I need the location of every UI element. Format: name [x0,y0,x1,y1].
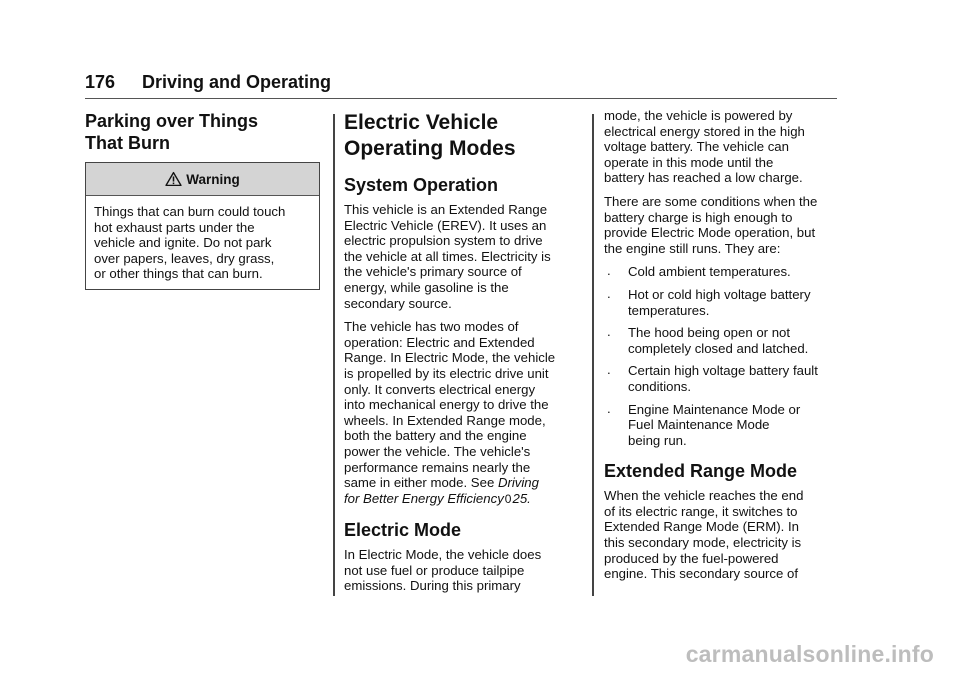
watermark: carmanualsonline.info [685,641,934,667]
warning-line: Things that can burn could touch [94,204,286,219]
conditions-list [604,264,840,448]
text-line: produced by the fuel-powered [604,550,779,566]
warning-line: vehicle and ignite. Do not park [94,235,272,251]
text-line [344,475,539,490]
text-line: Engine Maintenance Mode or [628,401,801,417]
text-line: operate in this mode until the [604,154,774,170]
text-line: being run. [628,432,687,448]
bullet-icon: . [607,263,611,279]
text-line: is propelled by its electric drive unit [344,365,549,381]
warning-body [86,196,319,289]
column-divider [333,114,335,596]
text-line: Fuel Maintenance Mode [628,417,770,433]
parking-heading [85,110,320,154]
page-header [85,68,837,99]
column-3 [604,108,840,590]
text-line: This vehicle is an Extended Range [344,202,548,217]
text-line: mode, the vehicle is powered by [604,108,793,123]
text-line: emissions. During this primary [344,578,521,594]
text-line: Certain high voltage battery fault [628,363,818,379]
bullet-icon: . [607,324,611,340]
text-line: Range. In Electric Mode, the vehicle [344,350,556,366]
text-line: temperatures. [628,302,710,318]
text-line: not use fuel or produce tailpipe [344,562,525,578]
text-line: into mechanical energy to drive the [344,397,549,413]
text-line: The vehicle has two modes of [344,319,519,335]
text-line: conditions. [628,378,692,394]
text-line: power the vehicle. The vehicle's [344,443,531,459]
see-link[interactable]: Driving [497,475,539,491]
conditions-paragraph [604,194,840,256]
see-link[interactable]: for Better Energy Efficiency [344,490,504,506]
see-prefix: same in either mode. See [344,475,498,491]
text-line: engine. This secondary source of [604,566,799,582]
bullet-icon: . [607,285,611,301]
text-line: both the battery and the engine [344,428,527,444]
heading-line: Operating Modes [344,137,516,160]
heading-line: Parking over Things [85,111,259,131]
bullet-icon: . [607,362,611,378]
text-line: When the vehicle reaches the end [604,488,804,504]
text-line: battery charge is high enough to [604,209,793,225]
list-item [604,402,840,449]
text-line: Extended Range Mode (ERM). In [604,519,799,535]
list-item [604,325,840,356]
text-line: the engine still runs. They are: [604,240,781,256]
text-line: of its electric range, it switches to [604,503,798,519]
list-item [604,264,840,280]
heading-line: That Burn [85,133,170,153]
warning-header [86,163,319,196]
column-divider [592,114,594,596]
text-line: the vehicle's primary source of [344,264,522,280]
text-line: energy, while gasoline is the [344,279,509,295]
text-line: Electric Vehicle (EREV). It uses an [344,217,547,233]
column-2 [344,108,580,602]
text-line: provide Electric Mode operation, but [604,225,816,241]
text-line: electric propulsion system to drive [344,233,543,249]
warning-triangle-icon [165,171,182,187]
system-operation-heading: System Operation [344,175,499,195]
electric-mode-heading: Electric Mode [344,520,462,541]
text-line: voltage battery. The vehicle can [604,139,789,155]
two-modes-paragraph [344,319,580,507]
page-number: 176 [85,72,116,92]
warning-label: Warning [186,171,240,187]
text-line: In Electric Mode, the vehicle does [344,547,542,563]
extended-range-paragraph [604,488,840,582]
text-line: electrical energy stored in the high [604,123,805,139]
text-line: There are some conditions when the [604,193,818,209]
column-1 [85,108,320,290]
text-line: secondary source. [344,295,452,311]
text-line: only. It converts electrical energy [344,381,536,397]
text-line: Hot or cold high voltage battery [628,286,811,302]
warning-box [85,162,320,290]
warning-line: or other things that can burn. [94,266,263,282]
extended-range-heading: Extended Range Mode [604,461,798,482]
list-item [604,287,840,318]
text-line: The hood being open or not [628,325,791,341]
text-line: the vehicle at all times. Electricity is [344,248,551,264]
electric-mode-paragraph [344,547,580,594]
text-line: wheels. In Extended Range mode, [344,412,546,428]
page-reference[interactable]: 25. [512,490,531,506]
section-title: Driving and Operating [142,72,332,92]
text-line: performance remains nearly the [344,459,531,475]
text-line: battery has reached a low charge. [604,170,803,186]
bullet-icon: . [607,400,611,416]
continued-paragraph [604,108,840,186]
text-line: completely closed and latched. [628,340,809,356]
text-line: this secondary mode, electricity is [604,535,802,551]
ev-modes-heading [344,110,580,162]
page-reference-icon: 0 [504,491,512,506]
warning-line: over papers, leaves, dry grass, [94,250,275,266]
text-line: Cold ambient temperatures. [628,264,791,280]
text-line: operation: Electric and Extended [344,334,535,350]
warning-line: hot exhaust parts under the [94,219,255,235]
text-line [344,491,531,506]
list-item [604,363,840,394]
system-operation-paragraph [344,202,580,311]
heading-line: Electric Vehicle [344,111,499,134]
